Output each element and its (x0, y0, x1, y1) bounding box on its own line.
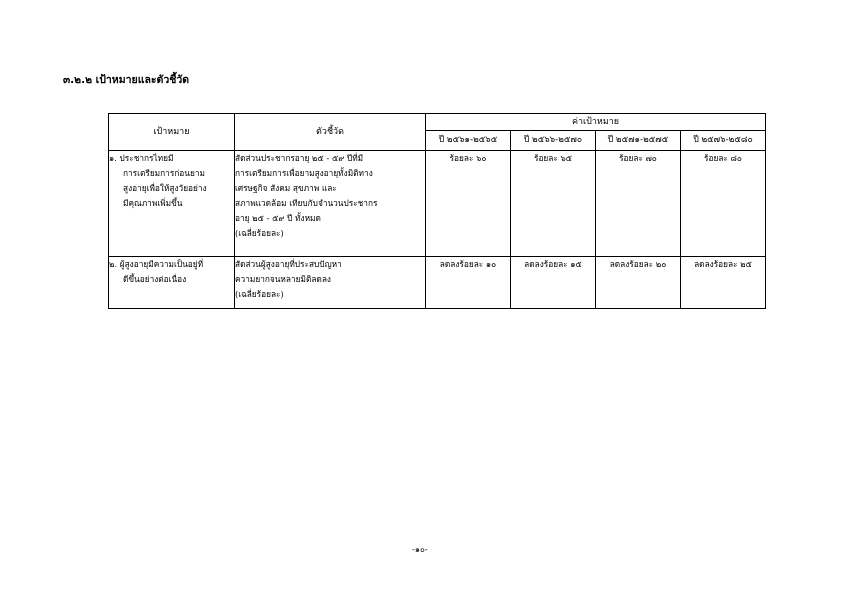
goal-text: ๑. ประชากรไทยมี (109, 153, 174, 163)
table-row (109, 151, 766, 257)
header-year-2: ปี ๒๕๖๖-๒๕๗๐ (511, 131, 596, 151)
goal-text: มีคุณภาพเพิ่มขึ้น (123, 198, 183, 208)
target-value: ร้อยละ ๗๐ (596, 151, 681, 257)
header-year-1: ปี ๒๕๖๑-๒๕๖๕ (426, 131, 511, 151)
target-value: ลดลงร้อยละ ๒๕ (681, 257, 766, 309)
goal-cell (109, 257, 235, 309)
header-target: ค่าเป้าหมาย (426, 114, 766, 131)
indicator-text: (เฉลี่ยร้อยละ) (235, 289, 284, 299)
indicator-text: อายุ ๒๕ - ๕๙ ปี ทั้งหมด (235, 213, 321, 223)
section-heading: ๓.๒.๒ เป้าหมายและตัวชี้วัด (63, 74, 190, 86)
indicator-text: เศรษฐกิจ สังคม สุขภาพ และ (235, 183, 337, 193)
indicator-text: ความยากจนหลายมิติลดลง (235, 274, 331, 284)
goal-text: สูงอายุเพื่อให้สูงวัยอย่าง (123, 183, 207, 193)
indicator-text: (เฉลี่ยร้อยละ) (235, 228, 284, 238)
goal-text: การเตรียมการก่อนยาม (123, 168, 205, 178)
indicator-cell (235, 257, 426, 309)
target-value: ร้อยละ ๘๐ (681, 151, 766, 257)
table-row (109, 257, 766, 309)
indicator-cell (235, 151, 426, 257)
page-number: -๑๐- (412, 545, 428, 554)
target-value: ลดลงร้อยละ ๑๕ (511, 257, 596, 309)
target-value: ร้อยละ ๖๐ (426, 151, 511, 257)
header-goal: เป้าหมาย (109, 114, 235, 151)
goals-indicators-table (108, 113, 766, 309)
goal-text: ๒. ผู้สูงอายุมีความเป็นอยู่ที่ (109, 259, 204, 269)
indicator-text: สัดส่วนประชากรอายุ ๒๕ - ๕๙ ปีที่มี (235, 153, 364, 163)
indicator-text: สภาพแวดล้อม เทียบกับจำนวนประชากร (235, 198, 378, 208)
header-year-3: ปี ๒๕๗๑-๒๕๗๕ (596, 131, 681, 151)
indicator-text: การเตรียมการเพื่อยามสูงอายุทั้งมิติทาง (235, 168, 373, 178)
goal-cell (109, 151, 235, 257)
goal-text: ดีขึ้นอย่างต่อเนื่อง (123, 274, 187, 284)
target-value: ลดลงร้อยละ ๑๐ (426, 257, 511, 309)
target-value: ลดลงร้อยละ ๒๐ (596, 257, 681, 309)
header-year-4: ปี ๒๕๗๖-๒๕๘๐ (681, 131, 766, 151)
target-value: ร้อยละ ๖๕ (511, 151, 596, 257)
indicator-text: สัดส่วนผู้สูงอายุที่ประสบปัญหา (235, 259, 342, 269)
header-indicator: ตัวชี้วัด (235, 114, 426, 151)
